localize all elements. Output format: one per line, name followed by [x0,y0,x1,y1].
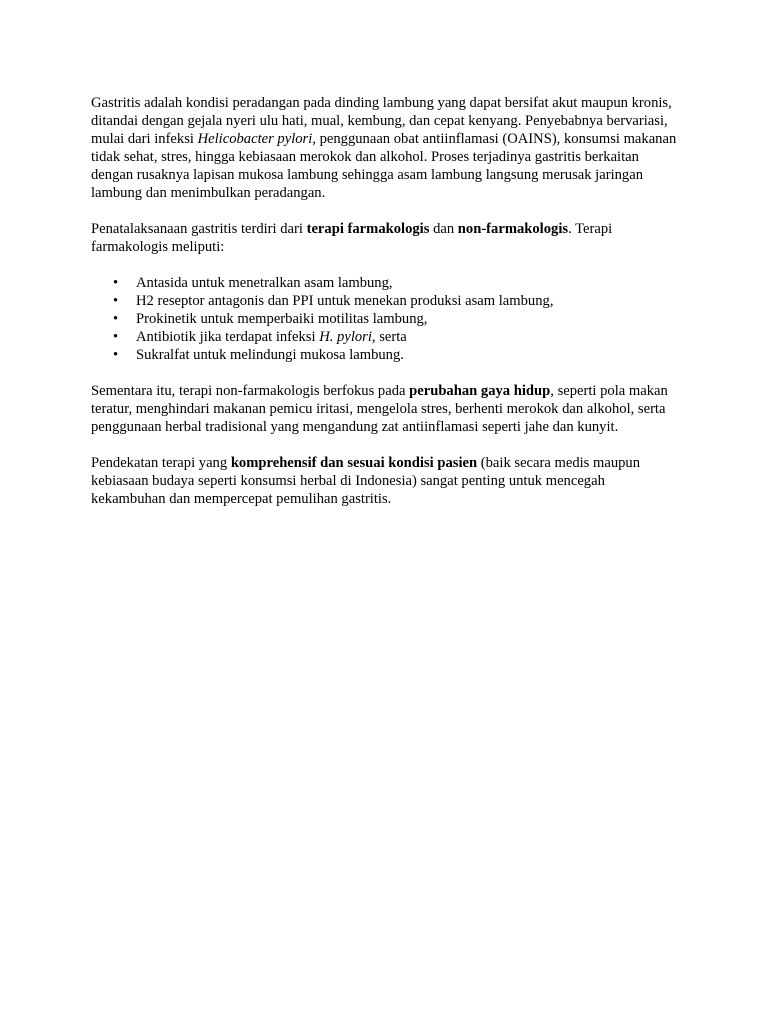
list-item [113,274,681,292]
document-page [91,94,681,526]
paragraph-non-pharmacological [91,382,681,436]
paragraph-text: Sementara itu, terapi non-farmakologis berfokus pada [91,383,410,399]
pharmacological-therapy-list [91,274,681,364]
paragraph-text: Pendekatan terapi yang [91,455,231,471]
paragraph-text: , seperti pola makan teratur, menghindari makanan pemicu iritasi, mengelola stres, berhenti merokok dan alkohol, serta penggunaan herbal tradisional yang mengandung zat antiinflamasi seperti jahe dan kunyit. [91,383,668,435]
bullet-icon: • [113,275,119,291]
italic-term: Helicobacter pylori [197,131,313,147]
paragraph-text: Gastritis adalah kondisi peradangan pada dinding lambung yang dapat bersifat akut maupun kronis, ditandai dengan gejala nyeri ulu hati, mual, kembung, dan cepat kenyang. Penyebabnya bervariasi, mulai dari infeksi [91,95,672,147]
paragraph-text: , penggunaan obat antiinflamasi (OAINS), konsumsi makanan tidak sehat, stres, hingga kebiasaan merokok dan alkohol. Proses terjadinya gastritis berkaitan dengan rusaknya lapisan mukosa lambung sehingga asam lambung langsung merusak jaringan lambung dan menimbulkan peradangan. [91,131,677,201]
list-item-text: Sukralfat untuk melindungi mukosa lambung. [136,347,404,363]
list-item [113,292,681,310]
bold-term: terapi farmakologis [306,221,430,237]
paragraph-text: (baik secara medis maupun kebiasaan budaya seperti konsumsi herbal di Indonesia) sangat penting untuk mencegah kekambuhan dan mempercepat pemulihan gastritis. [91,455,641,507]
list-item-text: Antibiotik jika terdapat infeksi [136,329,320,345]
paragraph-conclusion [91,454,681,508]
bullet-icon: • [113,329,119,345]
paragraph-treatment-intro [91,220,681,256]
bold-term: non-farmakologis [457,221,569,237]
paragraph-text: . Terapi farmakologis meliputi: [91,221,613,255]
list-item-text: Antasida untuk menetralkan asam lambung, [136,275,393,291]
list-item [113,328,681,346]
list-item-text: H2 reseptor antagonis dan PPI untuk menekan produksi asam lambung, [136,293,554,309]
bullet-icon: • [113,293,119,309]
bullet-icon: • [113,311,119,327]
italic-term: H. pylori [319,329,372,345]
paragraph-definition [91,94,681,202]
paragraph-text: dan [429,221,458,237]
bullet-icon: • [113,347,119,363]
list-item [113,310,681,328]
list-item-text: Prokinetik untuk memperbaiki motilitas lambung, [136,311,428,327]
list-item [113,346,681,364]
bold-term: perubahan gaya hidup [409,383,551,399]
bold-term: komprehensif dan sesuai kondisi pasien [230,455,478,471]
list-item-text: , serta [371,329,407,345]
paragraph-text: Penatalaksanaan gastritis terdiri dari [91,221,307,237]
